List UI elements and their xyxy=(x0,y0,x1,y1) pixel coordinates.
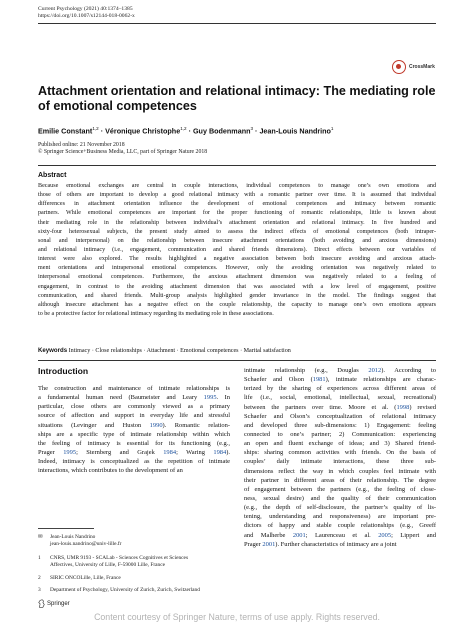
text-run: ). According to xyxy=(381,367,436,374)
text-line xyxy=(244,412,436,421)
text-line xyxy=(244,375,436,384)
text-run: ). Romantic relation- xyxy=(162,421,230,429)
text-run: ; Waring xyxy=(176,448,214,456)
courtesy-notice: Content courtesy of Springer Nature, terms of use apply. Rights reserved. xyxy=(94,612,380,622)
author-separator: · xyxy=(98,126,106,136)
journal-citation: Current Psychology (2021) 40:1374–1385 xyxy=(38,6,133,12)
crossmark-badge[interactable] xyxy=(392,60,435,74)
text-line xyxy=(244,421,436,430)
footnote-line: Affectives, University of Lille, F-59000 Lille, France xyxy=(50,562,166,568)
author-affiliation-mark: 1,2 xyxy=(92,126,99,131)
text-line xyxy=(38,430,230,439)
text-line xyxy=(244,448,436,457)
citation-link[interactable]: 2005 xyxy=(378,531,392,539)
abstract-line: sonal and interpersonal) on the relationship between insecure attachment orientations (both avoiding and anxious dimensions) xyxy=(38,237,436,244)
text-line xyxy=(244,366,436,375)
abstract-line: engagement, in contrast to the avoiding attachment dimension that was associated with a low level of engagement, positive xyxy=(38,283,436,290)
footnote-mark: 3 xyxy=(38,587,41,593)
citation-link[interactable]: 1984 xyxy=(163,448,177,456)
text-run: terized by the sharing of experiences across different areas of xyxy=(244,385,436,393)
author-affiliation-mark: 3 xyxy=(250,126,254,131)
abstract-line: their mediating role in the relationship between individual’s attachment orientation and relational intimacy. In five hundred and xyxy=(38,219,436,226)
text-line xyxy=(244,384,436,393)
abstract-line: ment orientations and intrapersonal emotional competences. However, only the avoiding orientation was negatively related to xyxy=(38,265,436,272)
citation-link[interactable]: 2001 xyxy=(262,540,276,548)
text-run: particular, close others are commonly viewed as a primary xyxy=(38,403,230,411)
text-line xyxy=(244,393,436,402)
footnote-mark: 1 xyxy=(38,555,41,561)
text-line xyxy=(244,521,436,530)
text-run: ness, sexual desire) and the quality of their communication xyxy=(244,494,436,502)
author-name[interactable]: Guy Bodenmann xyxy=(192,126,251,136)
text-run: of engagement between the partners (e.g., the feeling of close- xyxy=(244,485,436,493)
abstract-line: interest were also explored. The results highlighted a negative association between both insecure avoiding and anxious attach- xyxy=(38,256,436,263)
text-run: ), intimate relationships are charac- xyxy=(325,376,436,384)
abstract-line: sixty-four heterosexual subjects, the present study aimed to assess the indirect effects of emotional competences (both intraper- xyxy=(38,228,436,235)
text-run: source of affection and support in everyday life and stressful xyxy=(38,412,230,420)
text-run: dimensions reflect the way in which couples feel intimate with xyxy=(244,467,436,475)
text-run: ; Lippert and xyxy=(391,531,436,539)
abstract-line: to be a protective factor for relational intimacy regarding its mediating role in these associations. xyxy=(38,310,274,317)
abstract-line: Because emotional exchanges are central in couple interactions, individual competences to manage one’s own emotions and xyxy=(38,183,436,189)
title-line: of emotional competences xyxy=(38,99,197,113)
text-line xyxy=(38,448,230,457)
text-run: interactions, which contributes to the development of an xyxy=(38,467,183,475)
footnote-line: CNRS, UMR 9193 - SCALab - Sciences Cognitives et Sciences xyxy=(50,555,189,561)
footnote xyxy=(38,575,230,582)
abstract-line: partners. While emotional competences are important for the proper functioning of romantic relationships, little is known about xyxy=(38,210,436,217)
text-line xyxy=(244,485,436,494)
text-run: ; Laurenceau et al. xyxy=(305,531,379,539)
citation-link[interactable]: 2001 xyxy=(292,531,306,539)
text-run: tening, understanding and responsiveness) are important pre- xyxy=(244,513,436,521)
citation-link[interactable]: 1990 xyxy=(149,421,163,429)
text-run: Indeed, intimacy is conceptualized as the repetition of intimate xyxy=(38,458,230,466)
text-run: (e.g., the depth of self-disclosure, the partner’s quality of lis- xyxy=(244,504,436,512)
abstract-top-rule xyxy=(38,165,436,166)
text-line xyxy=(244,403,436,412)
springer-horse-icon xyxy=(38,599,45,608)
intro-left-column xyxy=(38,384,230,475)
abstract-line: and relational intimacy (i.e., engagement, communication and shared friends dimensions). Direct effects between our variables of xyxy=(38,246,436,253)
abstract-line: differences in attachment orientation influence the development of emotional competences and intimacy between romantic xyxy=(38,201,436,208)
citation-link[interactable]: 1981 xyxy=(312,376,326,384)
author-separator: · xyxy=(186,126,193,136)
citation-link[interactable]: 1998 xyxy=(396,403,410,411)
author-affiliation-mark: 1 xyxy=(330,126,334,131)
text-run: Schaefer and Olson’s conceptualization of relational intimacy xyxy=(244,412,436,420)
text-line xyxy=(244,512,436,521)
text-line xyxy=(38,457,230,466)
footnote-rule xyxy=(38,528,94,529)
text-line xyxy=(38,393,230,402)
footnote-line: Department of Psychology, University of Zurich, Zurich, Switzerland xyxy=(50,587,200,593)
text-run: ). xyxy=(226,448,230,456)
text-run: ) revised xyxy=(409,403,436,411)
author-separator: · xyxy=(253,126,260,136)
author-name[interactable]: Jean-Louis Nandrino xyxy=(259,126,331,136)
text-line xyxy=(38,411,230,420)
text-line xyxy=(244,503,436,512)
text-line xyxy=(244,494,436,503)
text-line xyxy=(38,402,230,411)
text-run: situations (Levinger and Huston xyxy=(38,421,150,429)
abstract-line: communication, and shared friends. Multi-group analysis highlighted gender invariance in the model. The findings suggest that xyxy=(38,292,436,299)
text-run: and Malherbe xyxy=(244,531,293,539)
springer-label: Springer xyxy=(47,600,70,607)
text-line xyxy=(38,421,230,430)
text-run: ). Further characteristics of intimacy are a joint xyxy=(275,540,397,548)
text-run: ; Sternberg and Grajek xyxy=(76,448,164,456)
text-run: life (i.e., social, emotional, intellectual, sexual, recreational) xyxy=(244,394,436,402)
text-line xyxy=(38,384,230,393)
crossmark-label: CrossMark xyxy=(409,64,435,70)
text-run: ships: sharing common activities with friends. On the basis of xyxy=(244,449,436,457)
author-list xyxy=(38,124,333,135)
author-affiliation-mark: 1,2 xyxy=(180,126,187,131)
copyright-line: © Springer Science+Business Media, LLC, part of Springer Nature 2018 xyxy=(38,149,208,155)
footnote xyxy=(38,587,230,594)
footnote-line: Jean-Louis Nandrino xyxy=(50,534,96,540)
doi-link[interactable]: https://doi.org/10.1007/s12144-018-0062-x xyxy=(38,13,135,19)
text-run: . In xyxy=(216,394,230,402)
keywords-text: Intimacy · Close relationships · Attachment · Emotional competences · Marital satisfaction xyxy=(67,348,291,354)
intro-right-column xyxy=(244,366,436,549)
text-run: Prager xyxy=(244,540,263,548)
abstract-line: interpersonal emotional competences. Furthermore, the anxious attachment dimension was negatively related to a feeling of xyxy=(38,274,436,281)
text-run: an open and fluent exchange of ideas; and 3) Shared friend- xyxy=(244,440,436,448)
abstract-line: although insecure attachment has a negative effect on the couple relationship, the capacity to manage one’s own emotions appears xyxy=(38,301,436,308)
text-run: their partner in different areas of their relationship. The degree xyxy=(244,476,436,484)
text-run: a fundamental human need (Baumeister and Leary xyxy=(38,394,204,402)
text-line xyxy=(244,439,436,448)
introduction-heading: Introduction xyxy=(38,366,89,376)
text-run: Schaefer and Olson ( xyxy=(244,376,313,384)
text-run: couples’ daily intimate interactions, these three sub- xyxy=(244,458,436,466)
keywords-label: Keywords xyxy=(38,347,68,354)
footnote-mark: 2 xyxy=(38,575,41,581)
text-run: and developed three sub-dimensions: 1) Engagement: feeling xyxy=(244,421,436,429)
abstract-line: those of others are important to develop a good relational intimacy with a romantic partner over time. It is assumed that individual xyxy=(38,192,436,199)
citation-link[interactable]: 1995 xyxy=(203,394,217,402)
text-run: ships are a specific type of intimate relationship within which xyxy=(38,430,230,438)
text-line xyxy=(244,457,436,466)
citation-link[interactable]: 2012 xyxy=(368,367,382,374)
text-run: Prager xyxy=(38,448,64,456)
email-link[interactable]: jean-louis.nandrino@univ-lille.fr xyxy=(50,541,122,547)
citation-link[interactable]: 1995 xyxy=(63,448,77,456)
title-line: Attachment orientation and relational intimacy: The mediating role xyxy=(38,84,436,98)
citation-link[interactable]: 1984 xyxy=(213,448,227,456)
footnote xyxy=(38,555,230,569)
envelope-icon: ✉ xyxy=(38,534,43,540)
text-run: between the partners over time. Moore et al. ( xyxy=(244,403,397,411)
abstract-heading: Abstract xyxy=(38,172,67,179)
text-run: the feeling of intimacy is essential for its functioning (e.g., xyxy=(38,439,230,447)
springer-logo xyxy=(38,599,70,608)
crossmark-icon xyxy=(392,60,406,74)
text-run: connected to one’s partner; 2) Communication: experiencing xyxy=(244,430,436,438)
text-line xyxy=(244,531,436,540)
footnote-line: SIRIC ONCOLille, Lille, France xyxy=(50,575,121,581)
text-line xyxy=(38,439,230,448)
text-run: The construction and maintenance of intimate relationships is xyxy=(38,385,230,392)
published-online: Published online: 21 November 2018 xyxy=(38,142,125,148)
footnote xyxy=(38,534,230,548)
text-line xyxy=(38,466,230,475)
author-name[interactable]: Emilie Constant xyxy=(38,126,93,136)
text-line xyxy=(244,467,436,476)
article-title xyxy=(38,84,436,114)
text-run: dictors of happy and stable couple relationships (e.g., Greeff xyxy=(244,522,436,530)
keywords-rule xyxy=(38,360,436,361)
text-line xyxy=(244,540,436,549)
header-rule xyxy=(38,23,436,24)
keywords xyxy=(38,347,291,355)
abstract-body xyxy=(38,182,436,319)
text-run: intimate relationship (e.g., Douglas xyxy=(244,367,369,374)
author-name[interactable]: Véronique Christophe xyxy=(105,126,181,136)
text-line xyxy=(244,476,436,485)
text-line xyxy=(244,430,436,439)
